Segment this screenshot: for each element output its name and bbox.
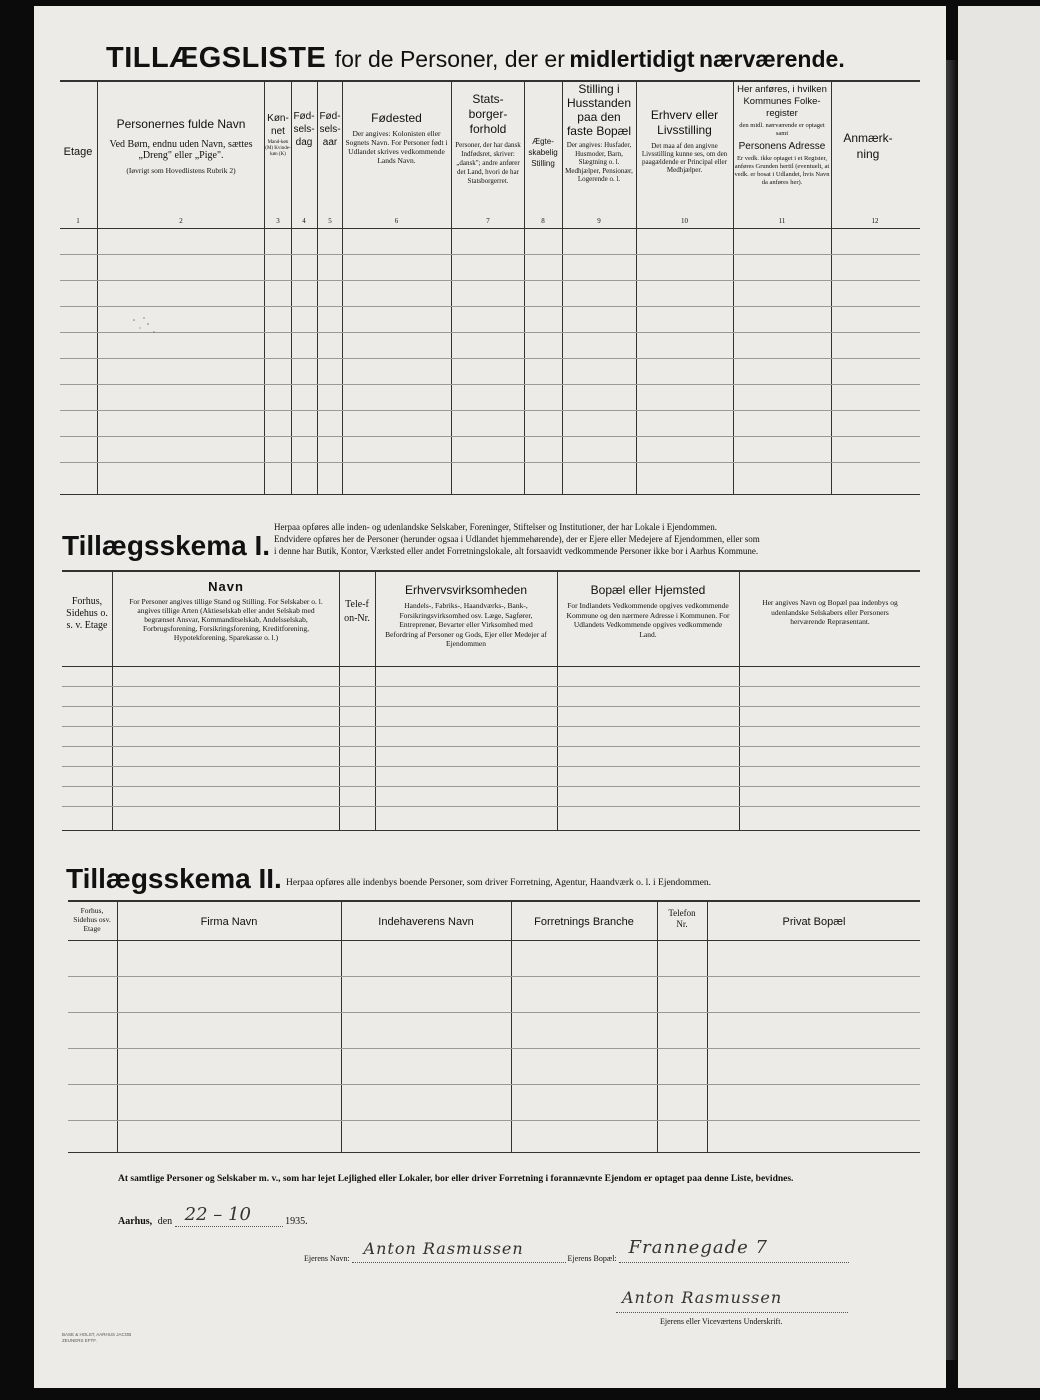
signature-field[interactable] (616, 1288, 848, 1313)
date-field[interactable] (175, 1204, 283, 1227)
title-rest-a: for de Personer, der er (334, 46, 565, 72)
owner-name-value: Anton Rasmussen (363, 1239, 524, 1258)
local-business-table-divider (341, 900, 342, 1152)
col-household-header: Stilling i Husstanden paa den faste Bopæl Der angives: Husfader, Husmoder, Barn, Slægtning o. l. Medhjælper, Pensionær, Logerende o. l. (565, 82, 633, 183)
companies-table-row-line (62, 786, 920, 787)
col-num-2: 2 (179, 217, 183, 225)
schema2-title: Tillægsskema II. (66, 863, 282, 894)
owner-address-field[interactable] (619, 1237, 849, 1263)
owner-address-label: Ejerens Bopæl: (567, 1254, 617, 1263)
companies-table-row-line (62, 746, 920, 747)
persons-table-row-line (60, 462, 920, 463)
title-main: TILLÆGSLISTE (106, 42, 327, 74)
owner-address-value: Frannegade 7 (628, 1237, 768, 1258)
local-business-table-row-line (68, 976, 920, 977)
persons-table-divider (264, 80, 265, 494)
title-rest-c: nærværende. (699, 46, 845, 72)
col-register-header: Her anføres, i hvilken Kommunes Folke-register den midl. nærværende er optaget samt Personens Adresse Er vedk. ikke optaget i et Register, anføres Grunden hertil (eventuelt, at vedk. er bosat i Udlandet, hvis Navn da anføres her). (734, 84, 830, 186)
s1-col-phone-header: Tele-fon-Nr. (344, 599, 370, 624)
printer-imprint: BASE & HOLST, AARHUS JACOB ZEUNERS EFTF. (62, 1332, 132, 1343)
s2-col-owner-header: Indehaverens Navn (378, 916, 474, 928)
companies-table-divider (112, 570, 113, 830)
col-num-8: 8 (541, 217, 545, 225)
owner-line (304, 1237, 849, 1263)
persons-table-row-line (60, 254, 920, 255)
col-num-10: 10 (681, 217, 688, 225)
persons-table-divider (451, 80, 452, 494)
s2-col-phone-header: Telefon Nr. (668, 908, 696, 929)
owner-name-label: Ejerens Navn: (304, 1254, 350, 1263)
schema1-title: Tillægsskema I. (62, 530, 271, 561)
persons-table-divider (733, 80, 734, 494)
s1-col-etage-header: Forhus, Sidehus o. s. v. Etage (66, 596, 108, 631)
persons-table (60, 80, 920, 496)
adjacent-page (958, 6, 1040, 1388)
persons-table-row-line (60, 280, 920, 281)
col-etage-header: Etage (63, 146, 93, 158)
col-citizenship-header: Stats-borger-forhold Personer, der har dansk Indfødsret, skriver: „dansk"; andre anfører det Land, hvori de har Statsborgerret. (455, 92, 521, 185)
col-num-7: 7 (486, 217, 490, 225)
local-business-table-divider (511, 900, 512, 1152)
persons-table-divider (342, 80, 343, 494)
col-num-3: 3 (276, 217, 280, 225)
owner-name-field[interactable] (352, 1239, 566, 1263)
companies-table-row-line (62, 806, 920, 807)
year-label: 1935. (285, 1216, 308, 1227)
schema2-description: Herpaa opføres alle indenbys boende Personer, som driver Forretning, Agentur, Haandværk o. l. i Ejendommen. (286, 878, 712, 888)
col-name-header: Personernes fulde Navn Ved Børn, endnu uden Navn, sættes „Dreng" eller „Pige". (Iøvrigt som Hovedlistens Rubrik 2) (109, 117, 253, 175)
s2-col-address-header: Privat Bopæl (782, 916, 846, 928)
local-business-table-row-line (68, 1120, 920, 1121)
local-business-table (68, 900, 920, 1154)
persons-table-divider (524, 80, 525, 494)
s2-col-branch-header: Forretnings Branche (534, 916, 634, 928)
persons-table-divider (636, 80, 637, 494)
col-remarks-header: Anmærk-ning (843, 131, 893, 161)
companies-table-divider (375, 570, 376, 830)
persons-table-divider (831, 80, 832, 494)
s2-col-etage-header: Forhus, Sidehus osv. Etage (73, 906, 111, 933)
persons-table-row-line (60, 332, 920, 333)
persons-table-row-line (60, 410, 920, 411)
local-business-table-divider (707, 900, 708, 1152)
persons-table-divider (317, 80, 318, 494)
page-title (106, 42, 906, 75)
col-num-9: 9 (597, 217, 601, 225)
local-business-table-divider (117, 900, 118, 1152)
companies-table-divider (739, 570, 740, 830)
companies-table-row-line (62, 726, 920, 727)
local-business-table-divider (657, 900, 658, 1152)
companies-table-divider (339, 570, 340, 830)
pencil-marks (130, 314, 160, 338)
col-marital-header: Ægte-skabelig Stilling (528, 137, 558, 168)
s1-col-residence-header: Bopæl eller Hjemsted For Indlandets Vedkommende opgives vedkommende Kommune og den nærmere Adresse i Kommunen. For Udlandets Vedkommende opgives vedkommende Land. (566, 583, 730, 639)
s2-col-firm-header: Firma Navn (200, 916, 258, 928)
s1-col-name-header: Navn For Personer angives tillige Stand og Stilling. For Selskaber o. l. angives tillige Arten (Aktieselskab eller andet Selskab med begrænset Ansvar, Kommanditselskab, Andelsselskab, Forbrugsforening, Forsikringsforening, Kreditforening, Hypotekforening, Sparekasse o. l.) (129, 579, 323, 642)
persons-table-row-line (60, 436, 920, 437)
companies-table-row-line (62, 766, 920, 767)
col-num-1: 1 (76, 217, 80, 225)
col-gender-header: Køn-net Mand-køn (M) Kvinde-køn (K) (265, 113, 291, 157)
place-label: Aarhus, (118, 1216, 153, 1227)
local-business-table-row-line (68, 1048, 920, 1049)
date-line (118, 1204, 308, 1227)
persons-table-divider (291, 80, 292, 494)
local-business-table-row-line (68, 1012, 920, 1013)
col-num-6: 6 (394, 217, 399, 225)
date-handwritten: 22 – 10 (184, 1204, 251, 1225)
companies-table (62, 570, 920, 832)
persons-table-row-line (60, 384, 920, 385)
col-num-5: 5 (328, 217, 332, 225)
persons-table-divider (562, 80, 563, 494)
declaration-text: At samtlige Personer og Selskaber m. v., som har lejet Lejlighed eller Lokaler, bor eller driver Forretning i forannævnte Ejendom er optaget paa denne Liste, bevidnes. (118, 1174, 794, 1184)
signature-value: Anton Rasmussen (622, 1288, 783, 1307)
signature-label: Ejerens eller Viceværtens Underskrift. (660, 1317, 783, 1326)
schema1-description: Herpaa opføres alle inden- og udenlandske Selskaber, Foreninger, Stiftelser og Institutioner, der har Lokale i Ejendommen. Endvidere opføres her de Personer (herunder ogsaa i Udlandet hjemmehørende), der er Ejere eller Medejere af Ejendommen, eller som i denne har Butik, Kontor, Værksted eller andet Forretningslokale, alt forsaavidt vedkommende Personer ikke bor i Aarhus Kommune. (274, 522, 760, 556)
companies-table-row-line (62, 706, 920, 707)
persons-table-row-line (60, 306, 920, 307)
title-rest-b: midlertidigt (569, 46, 695, 72)
s1-col-business-header: Erhvervsvirksomheden Handels-, Fabriks-, Haandværks-, Bank-, Forsikringsvirksomhed osv. Læge, Sagfører, Entreprenør, Bevarter eller Virksomhed med Befordring af Personer og Gods, Ejer eller Medejer af Ejendommen (385, 583, 547, 648)
col-occupation-header: Erhverv eller Livsstilling Det maa af den angivne Livsstilling kunne ses, om den paagældende er Principal eller Medhjælper. (641, 108, 728, 174)
col-num-12: 12 (871, 217, 879, 225)
s1-col-representative-header: Her angives Navn og Bopæl paa indenbys og udenlandske Selskabers eller Personers herværende Repræsentant. (762, 598, 898, 626)
local-business-table-row-line (68, 1084, 920, 1085)
col-num-11: 11 (778, 217, 786, 225)
col-birthday-header: Fød-sels-dag (293, 111, 315, 148)
col-birthyear-header: Fød-sels-aar (319, 111, 341, 148)
persons-table-divider (97, 80, 98, 494)
companies-table-row-line (62, 686, 920, 687)
persons-table-row-line (60, 358, 920, 359)
companies-table-divider (557, 570, 558, 830)
form-page (34, 6, 946, 1388)
den-label: den (157, 1216, 173, 1227)
col-num-4: 4 (302, 217, 306, 225)
col-birthplace-header: Fødested Der angives: Kolonisten eller Sognets Navn. For Personer født i Udlandet skrives vedkommende Lands Navn. (345, 111, 448, 165)
